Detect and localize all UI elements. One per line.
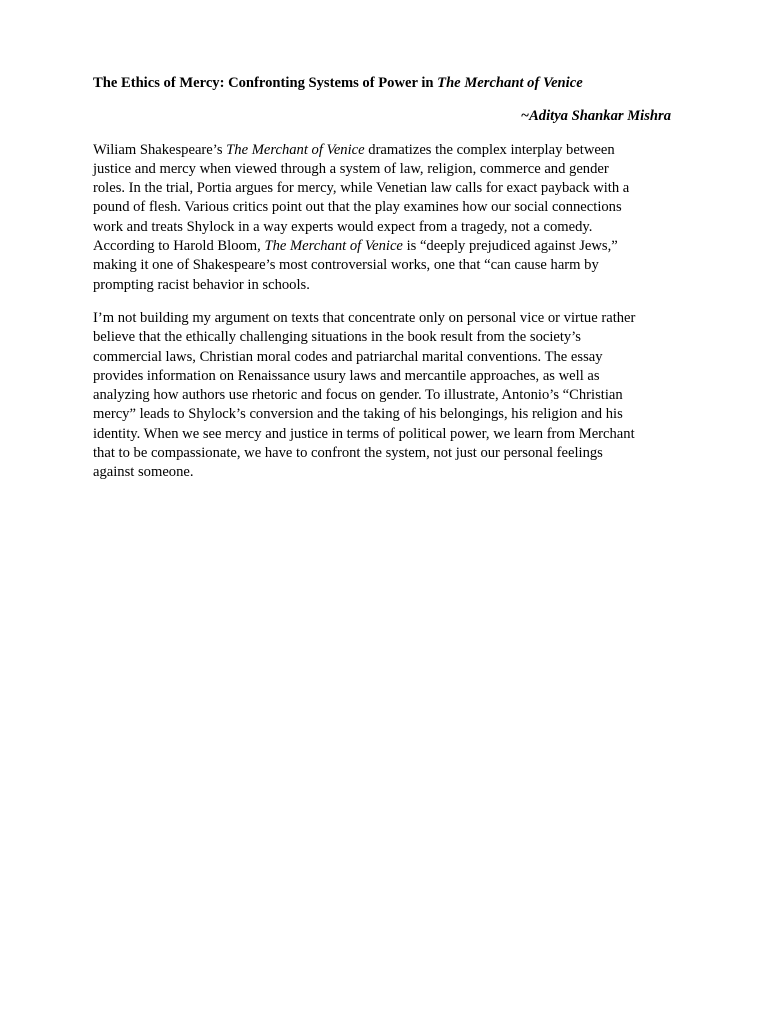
document-page <box>93 74 671 483</box>
text-run: According to Harold Bloom, <box>93 238 265 255</box>
paragraph-line: making it one of Shakespeare’s most controversial works, one that “can cause harm by <box>93 257 599 274</box>
title-italic-text: The Merchant of Venice <box>437 75 583 91</box>
paragraph-line: commercial laws, Christian moral codes and patriarchal marital conventions. The essay <box>93 348 603 365</box>
paragraph-line: identity. When we see mercy and justice in terms of political power, we learn from Merchant <box>93 425 635 442</box>
document-title <box>93 74 671 93</box>
paragraph-line: pound of flesh. Various critics point out that the play examines how our social connections <box>93 199 622 216</box>
paragraph-line: against someone. <box>93 464 194 481</box>
paragraph-line: provides information on Renaissance usury laws and mercantile approaches, as well as <box>93 367 600 384</box>
text-run: dramatizes the complex interplay between <box>364 141 615 158</box>
paragraph-line: mercy” leads to Shylock’s conversion and the taking of his belongings, his religion and his <box>93 406 623 423</box>
paragraph-line: justice and mercy when viewed through a system of law, religion, commerce and gender <box>93 160 609 177</box>
text-run: is “deeply prejudiced against Jews,” <box>402 238 618 255</box>
paragraph-line <box>93 141 671 160</box>
italic-text-run: The Merchant of Venice <box>264 238 403 255</box>
italic-text-run: The Merchant of Venice <box>226 141 365 158</box>
paragraph-line: that to be compassionate, we have to confront the system, not just our personal feelings <box>93 445 603 462</box>
paragraph-line: believe that the ethically challenging situations in the book result from the society’s <box>93 329 581 346</box>
paragraph-line: prompting racist behavior in schools. <box>93 276 310 293</box>
title-text: The Ethics of Mercy: Confronting Systems of Power in <box>93 75 438 91</box>
paragraph-2 <box>93 309 671 483</box>
paragraph-line: analyzing how authors use rhetoric and focus on gender. To illustrate, Antonio’s “Christian <box>93 387 623 404</box>
paragraph-line: work and treats Shylock in a way experts would expect from a tragedy, not a comedy. <box>93 218 593 235</box>
author-byline: ~Aditya Shankar Mishra <box>520 108 671 125</box>
paragraph-line: roles. In the trial, Portia argues for mercy, while Venetian law calls for exact payback with a <box>93 180 630 197</box>
paragraph-1 <box>93 141 671 295</box>
text-run: Wiliam Shakespeare’s <box>93 141 227 158</box>
paragraph-line <box>93 237 671 256</box>
paragraph-line: I’m not building my argument on texts that concentrate only on personal vice or virtue rather <box>93 309 636 326</box>
